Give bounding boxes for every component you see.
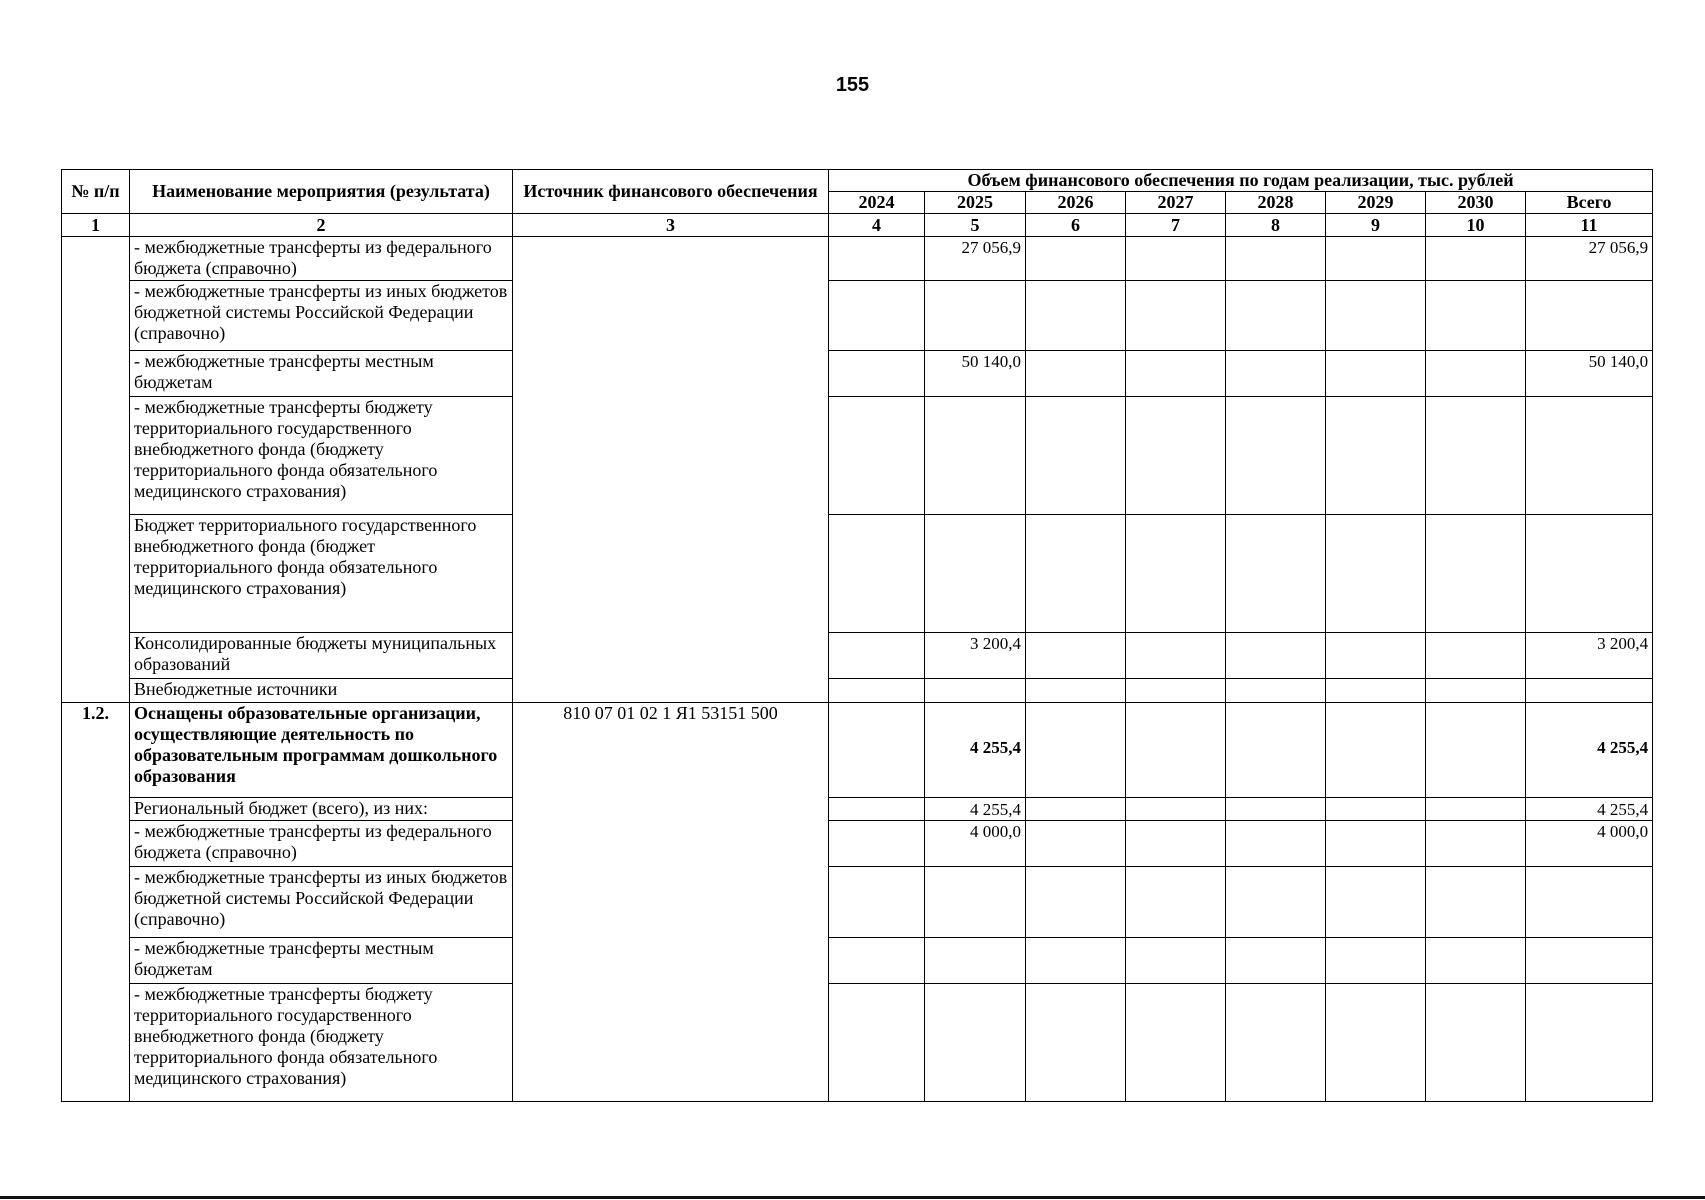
table-row	[62, 633, 1653, 679]
header-num: № п/п	[62, 170, 130, 214]
row-name: - межбюджетные трансферты местным бюджетам	[130, 938, 513, 984]
table-row	[62, 984, 1653, 1102]
header-total: Всего	[1526, 192, 1653, 214]
col-number-6: 6	[1026, 214, 1126, 237]
table-row	[62, 515, 1653, 633]
header-volume: Объем финансового обеспечения по годам реализации, тыс. рублей	[829, 170, 1653, 192]
header-year-2024: 2024	[829, 192, 925, 214]
value-total: 4 255,4	[1526, 798, 1653, 821]
value-total	[1526, 938, 1653, 984]
table-row	[62, 867, 1653, 938]
value-2025	[925, 867, 1026, 938]
col-number-10: 10	[1426, 214, 1526, 237]
col-number-8: 8	[1226, 214, 1326, 237]
table-row	[62, 237, 1653, 281]
header-year-2030: 2030	[1426, 192, 1526, 214]
value-total: 4 000,0	[1526, 821, 1653, 867]
budget-classification-code: 810 07 01 02 1 Я1 53151 500	[513, 703, 829, 1102]
value-2025: 50 140,0	[925, 351, 1026, 397]
value-2025: 27 056,9	[925, 237, 1026, 281]
page-number: 155	[835, 74, 870, 96]
value-2025	[925, 515, 1026, 633]
col-number-3: 3	[513, 214, 829, 237]
table-row	[62, 821, 1653, 867]
row-name: - межбюджетные трансферты из федерального бюджета (справочно)	[130, 237, 513, 281]
row-num: 1.2.	[62, 703, 130, 1102]
table-row	[62, 703, 1653, 798]
col-number-9: 9	[1326, 214, 1426, 237]
header-year-2029: 2029	[1326, 192, 1426, 214]
value-2025	[925, 397, 1026, 515]
value-total: 50 140,0	[1526, 351, 1653, 397]
value-total	[1526, 397, 1653, 515]
table-row	[62, 679, 1653, 703]
row-name: Оснащены образовательные организации, осуществляющие деятельность по образовательным программам дошкольного образования	[130, 703, 513, 798]
row-name: Региональный бюджет (всего), из них:	[130, 798, 513, 821]
table-row	[62, 798, 1653, 821]
col-number-1: 1	[62, 214, 130, 237]
value-2025: 3 200,4	[925, 633, 1026, 679]
header-year-2026: 2026	[1026, 192, 1126, 214]
table-row	[62, 351, 1653, 397]
value-2025: 4 255,4	[925, 703, 1026, 798]
value-total: 27 056,9	[1526, 237, 1653, 281]
value-total	[1526, 867, 1653, 938]
value-2025	[925, 938, 1026, 984]
table-row	[62, 397, 1653, 515]
header-year-2028: 2028	[1226, 192, 1326, 214]
value-2025: 4 255,4	[925, 798, 1026, 821]
table-row	[62, 281, 1653, 351]
scan-edge-line	[0, 1196, 1705, 1199]
row-name: - межбюджетные трансферты бюджету территориального государственного внебюджетного фонда (бюджету территориального фонда обязательного медицинского страхования)	[130, 397, 513, 515]
value-2025	[925, 281, 1026, 351]
table-row	[62, 938, 1653, 984]
header-year-2025: 2025	[925, 192, 1026, 214]
row-name: Бюджет территориального государственного внебюджетного фонда (бюджет территориального фонда обязательного медицинского страхования)	[130, 515, 513, 633]
financing-table	[61, 169, 1653, 1102]
value-total	[1526, 984, 1653, 1102]
value-total	[1526, 679, 1653, 703]
col-number-4: 4	[829, 214, 925, 237]
row-num-empty	[62, 237, 130, 703]
row-name: Консолидированные бюджеты муниципальных образований	[130, 633, 513, 679]
row-name: - межбюджетные трансферты из федерального бюджета (справочно)	[130, 821, 513, 867]
value-2025	[925, 984, 1026, 1102]
row-name: - межбюджетные трансферты бюджету территориального государственного внебюджетного фонда (бюджету территориального фонда обязательного медицинского страхования)	[130, 984, 513, 1102]
row-name: - межбюджетные трансферты местным бюджетам	[130, 351, 513, 397]
header-source: Источник финансового обеспечения	[513, 170, 829, 214]
row-source-empty	[513, 237, 829, 703]
header-year-2027: 2027	[1126, 192, 1226, 214]
value-total	[1526, 515, 1653, 633]
row-name: - межбюджетные трансферты из иных бюджетов бюджетной системы Российской Федерации (справочно)	[130, 867, 513, 938]
value-total: 4 255,4	[1526, 703, 1653, 798]
row-name: Внебюджетные источники	[130, 679, 513, 703]
col-number-5: 5	[925, 214, 1026, 237]
value-2025	[925, 679, 1026, 703]
value-2025: 4 000,0	[925, 821, 1026, 867]
col-number-11: 11	[1526, 214, 1653, 237]
row-name: - межбюджетные трансферты из иных бюджетов бюджетной системы Российской Федерации (справочно)	[130, 281, 513, 351]
col-number-2: 2	[130, 214, 513, 237]
value-total	[1526, 281, 1653, 351]
value-total: 3 200,4	[1526, 633, 1653, 679]
col-number-7: 7	[1126, 214, 1226, 237]
header-name: Наименование мероприятия (результата)	[130, 170, 513, 214]
